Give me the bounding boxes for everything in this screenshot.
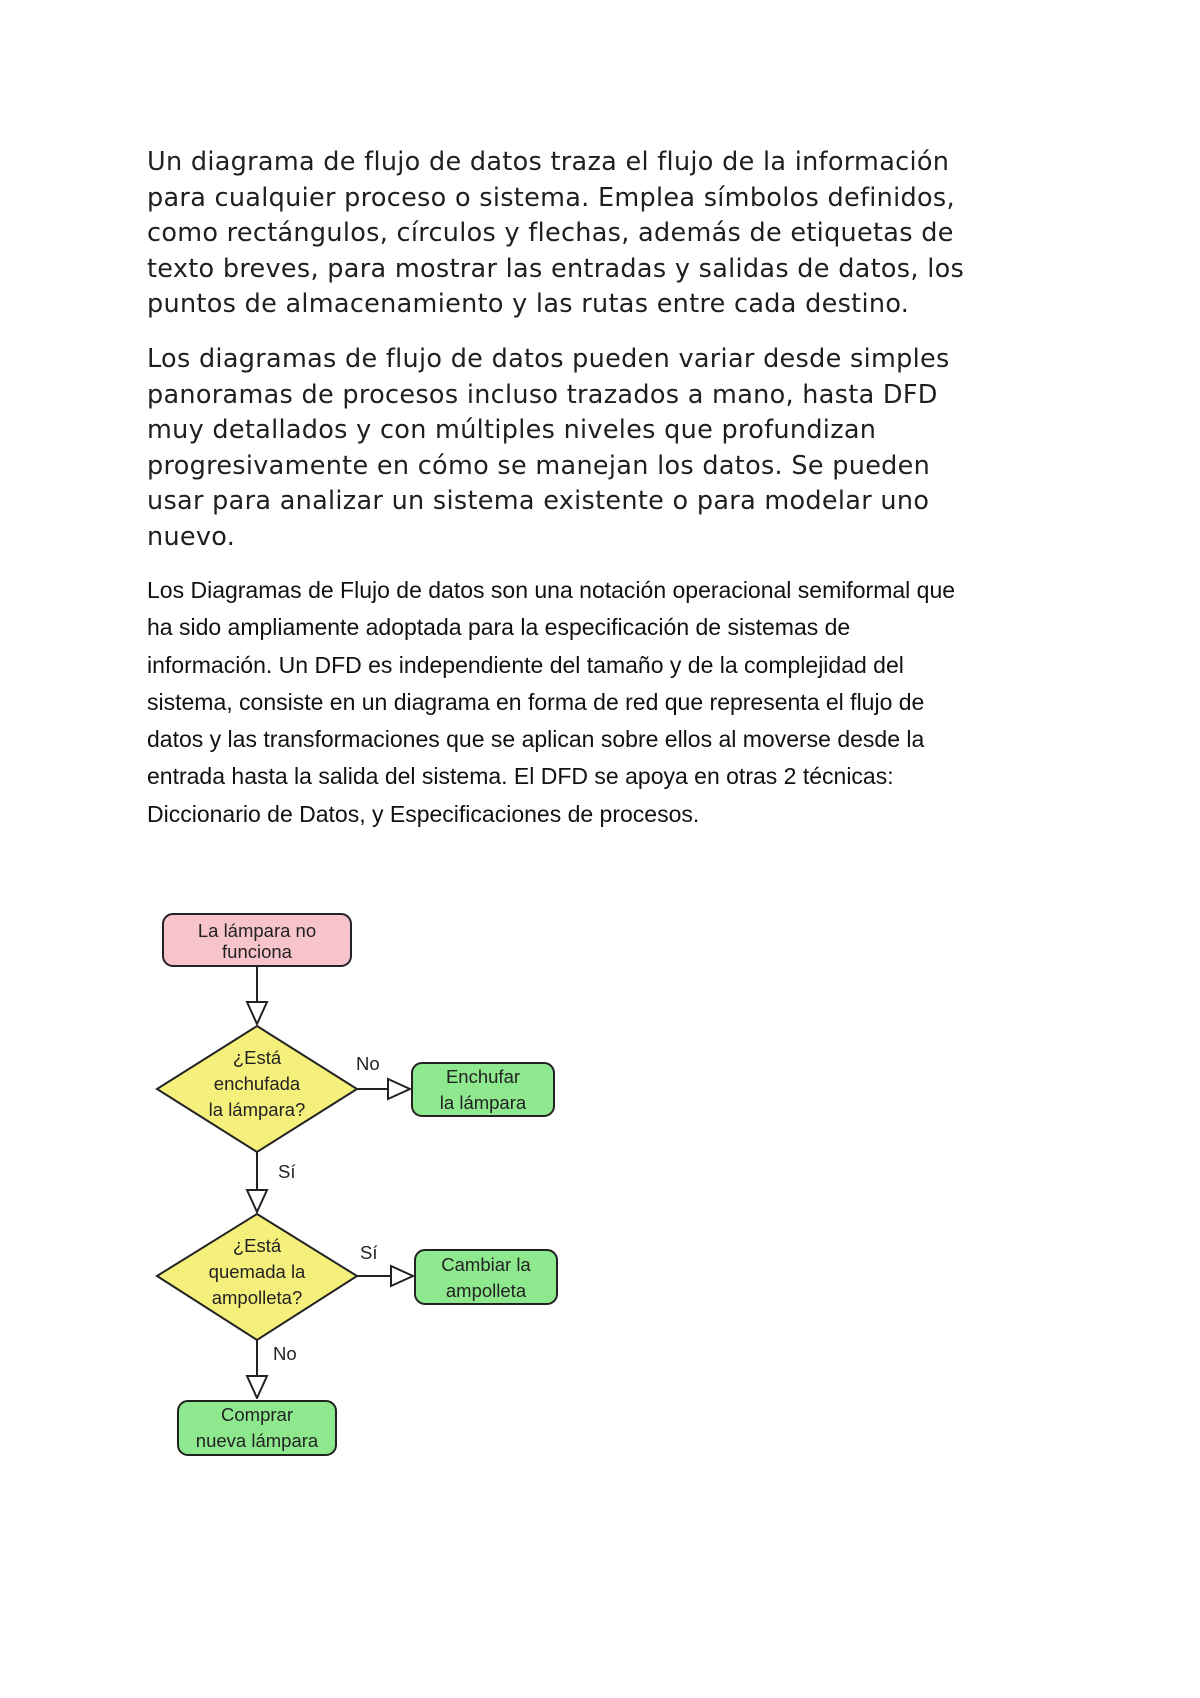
flow-action-change-bulb [415,1250,557,1304]
flow-decision-bulb-burnt-line-1: ¿Está [232,1235,282,1256]
edge-label-d2-no: No [273,1343,297,1364]
edge-label-d1-yes: Sí [278,1161,296,1182]
flow-action-plug-in-line-2: la lámpara [439,1092,527,1113]
flow-decision-bulb-burnt-line-3: ampolleta? [211,1287,303,1308]
paragraph-definition: Los Diagramas de Flujo de datos son una notación operacional semiformal que ha sido ampliamente adoptada para la especificación de sistemas de información. Un DFD es independiente del tamaño y de la complejidad del sistema, consiste en un diagrama en forma de red que representa el flujo de datos y las transformaciones que se aplican sobre ellos al moverse desde la entrada hasta la salida del sistema. El DFD se apoya en otras 2 técnicas: Diccionario de Datos, y Especificaciones de procesos. [147,577,956,827]
flow-decision-bulb-burnt-line-2: quemada la [208,1261,306,1282]
flow-action-buy-lamp-line-2: nueva lámpara [195,1430,319,1451]
flow-action-change-bulb-line-2: ampolleta [445,1280,527,1301]
flow-node-start [163,914,351,966]
flow-action-plug-in-line-1: Enchufar [445,1066,521,1087]
flow-decision-plugged-in-line-2: enchufada [213,1073,301,1094]
flow-decision-plugged-in-line-1: ¿Está [232,1047,282,1068]
flow-action-change-bulb-line-1: Cambiar la [441,1254,531,1275]
edge-label-d2-yes: Sí [360,1242,378,1263]
edge-label-d1-no: No [356,1053,380,1074]
flow-action-plug-in [412,1063,554,1116]
paragraph-variations: Los diagramas de flujo de datos pueden variar desde simples panoramas de procesos incluso trazados a mano, hasta DFD muy detallados y con múltiples niveles que profundizan progresivamente en cómo se manejan los datos. Se pueden usar para analizar un sistema existente o para modelar uno nuevo. [147,344,950,552]
flow-decision-plugged-in-line-3: la lámpara? [208,1099,306,1120]
flow-decision-plugged-in [157,1026,357,1152]
flow-node-start-line-1: La lámpara no [197,920,317,941]
flow-decision-bulb-burnt [157,1214,357,1340]
flow-node-start-line-2: funciona [222,941,292,962]
paragraph-intro: Un diagrama de flujo de datos traza el flujo de la información para cualquier proceso o sistema. Emplea símbolos definidos, como rectángulos, círculos y flechas, además de etiquetas de texto breves, para mostrar las entradas y salidas de datos, los puntos de almacenamiento y las rutas entre cada destino. [147,147,965,319]
flow-action-buy-lamp-line-1: Comprar [221,1404,293,1425]
flow-action-buy-lamp [178,1401,336,1455]
